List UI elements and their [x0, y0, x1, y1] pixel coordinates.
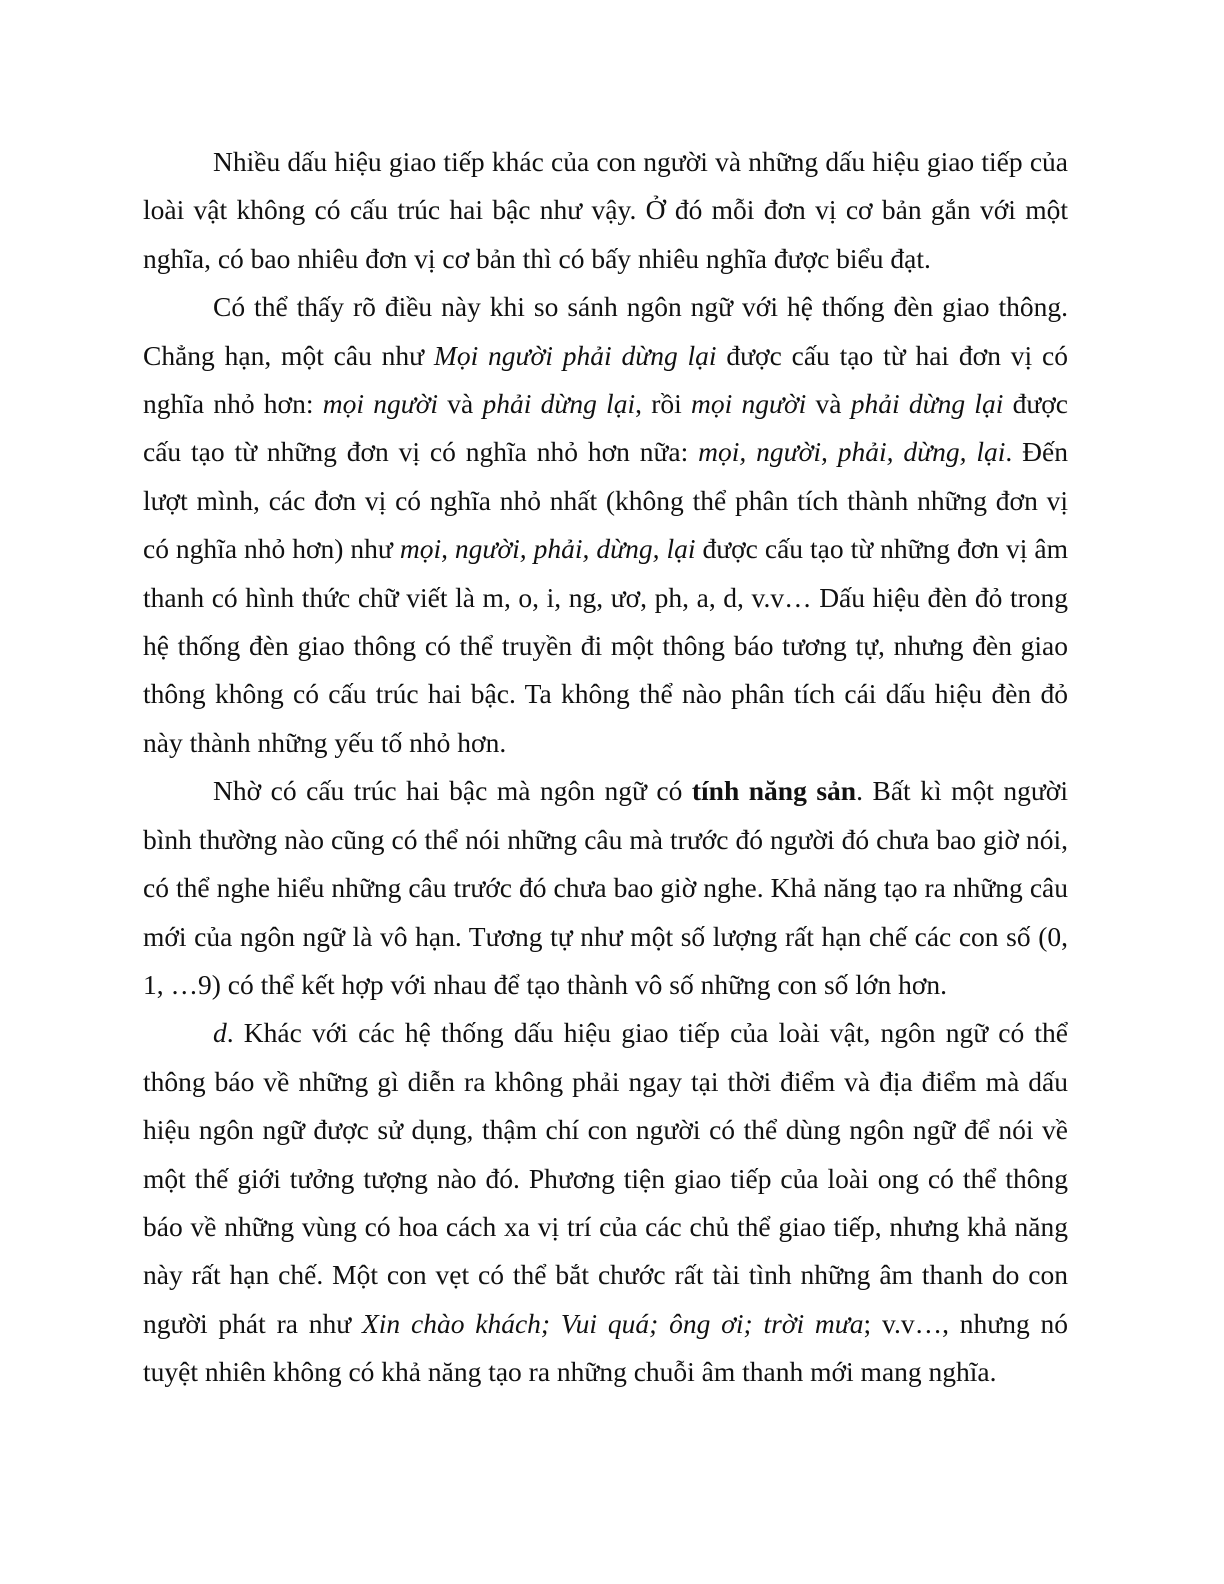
p4-italic-examples: Xin chào khách; Vui quá; ông ơi; trời mưa	[361, 1307, 864, 1339]
p3-text-1: Nhờ có cấu trúc hai bậc mà ngôn ngữ có	[213, 775, 692, 807]
p2-italic-5: phải dừng lại	[850, 388, 1004, 420]
p2-text-1: Có thể thấy rõ điều này khi so sánh ngôn ngữ với hệ thống đèn giao thông. Chẳng hạn, một câu như	[143, 291, 1068, 371]
p4-text-2: ; v.v…, nhưng nó tuyệt nhiên không có khả năng tạo ra những chuỗi âm thanh mới mang nghĩa.	[143, 1307, 1069, 1388]
p2-text-2: được cấu tạo từ hai đơn vị có nghĩa nhỏ hơn:	[143, 339, 1068, 420]
p4-italic-marker: d	[213, 1017, 227, 1049]
p2-text-3: và	[438, 388, 483, 420]
p2-text-4: , rồi	[635, 388, 691, 420]
p2-italic-1: Mọi người phải dừng lại	[433, 339, 717, 371]
p2-text-7: . Đến lượt mình, các đơn vị có nghĩa nhỏ nhất (không thể phân tích thành những đơn vị có nghĩa nhỏ hơn) như	[143, 436, 1068, 565]
p3-bold-term: tính năng sản	[691, 775, 857, 807]
document-page	[143, 138, 1068, 1397]
page-header-mark	[594, 0, 618, 4]
p2-text-8: được cấu tạo từ những đơn vị âm thanh có hình thức chữ viết là m, o, i, ng, ươ, ph, a, d, v.v… Dấu hiệu đèn đỏ trong hệ thống đèn giao thông có thể truyền đi một thông báo tương tự, nhưng đèn giao thông không có cấu trúc hai bậc. Ta không thể nào phân tích cái dấu hiệu đèn đỏ này thành những yếu tố nhỏ hơn.	[143, 533, 1068, 758]
p2-italic-6: mọi, người, phải, dừng, lại	[698, 436, 1006, 468]
paragraph-2	[143, 283, 1068, 767]
p2-italic-7: mọi, người, phải, dừng, lại	[399, 533, 696, 565]
p2-italic-4: mọi người	[690, 388, 807, 420]
p2-italic-3: phải dừng lại	[482, 388, 636, 420]
p2-text-6: được cấu tạo từ những đơn vị có nghĩa nhỏ hơn nữa:	[143, 388, 1068, 468]
p2-italic-2: mọi người	[322, 388, 439, 420]
paragraph-1	[143, 138, 1068, 283]
paragraph-4	[143, 1009, 1068, 1396]
paragraph-1-text: Nhiều dấu hiệu giao tiếp khác của con người và những dấu hiệu giao tiếp của loài vật không có cấu trúc hai bậc như vậy. Ở đó mỗi đơn vị cơ bản gắn với một nghĩa, có bao nhiêu đơn vị cơ bản thì có bấy nhiêu nghĩa được biểu đạt.	[143, 146, 1068, 274]
p2-text-5: và	[806, 388, 851, 420]
p3-text-2: . Bất kì một người bình thường nào cũng có thể nói những câu mà trước đó người đó chưa bao giờ nói, có thể nghe hiểu những câu trước đó chưa bao giờ nghe. Khả năng tạo ra những câu mới của ngôn ngữ là vô hạn. Tương tự như một số lượng rất hạn chế các con số (0, 1, …9) có thể kết hợp với nhau để tạo thành vô số những con số lớn hơn.	[143, 775, 1068, 1000]
paragraph-3	[143, 767, 1068, 1009]
p4-text-1: . Khác với các hệ thống dấu hiệu giao tiếp của loài vật, ngôn ngữ có thể thông báo về những gì diễn ra không phải ngay tại thời điểm và địa điểm mà dấu hiệu ngôn ngữ được sử dụng, thậm chí con người có thể dùng ngôn ngữ để nói về một thế giới tưởng tượng nào đó. Phương tiện giao tiếp của loài ong có thể thông báo về những vùng có hoa cách xa vị trí của các chủ thể giao tiếp, nhưng khả năng này rất hạn chế. Một con vẹt có thể bắt chước rất tài tình những âm thanh do con người phát ra như	[143, 1017, 1068, 1339]
